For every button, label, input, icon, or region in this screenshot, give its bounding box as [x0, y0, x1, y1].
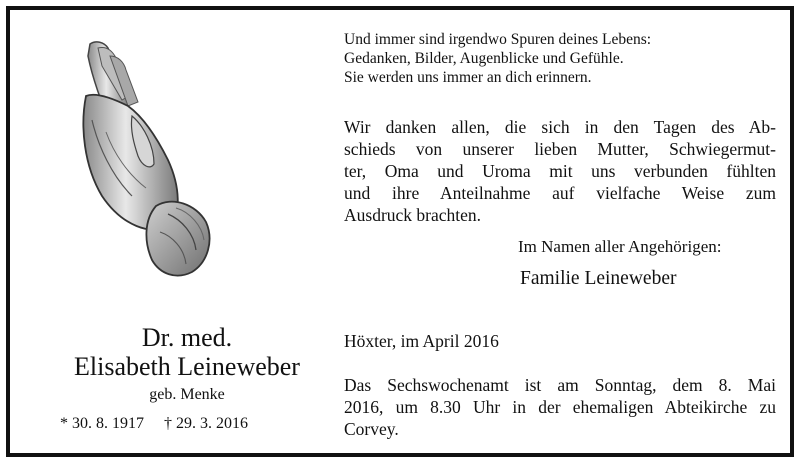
poem-line: Und immer sind irgendwo Spuren deines Lebens: [344, 31, 652, 48]
life-dates [60, 414, 320, 434]
service-line: Corvey. [344, 419, 399, 439]
family-name: Familie Leineweber [520, 268, 677, 289]
thanks-line: ter, Oma und Uroma mit uns verbunden fühlten [344, 161, 776, 181]
poem-line: Sie werden uns immer an dich erinnern. [344, 69, 592, 86]
thanks-line: und ihre Anteilnahme auf vielfache Weise zum [344, 183, 776, 203]
academic-title: Dr. med. [141, 323, 233, 352]
service-line: Das Sechswochenamt ist am Sonntag, dem 8. Mai [344, 375, 776, 395]
death-date: † 29. 3. 2016 [164, 415, 248, 432]
praying-hands-icon [72, 36, 222, 286]
thanks-line: Ausdruck brachten. [344, 205, 482, 225]
deceased-name: Elisabeth Leineweber [74, 352, 300, 381]
maiden-name: geb. Menke [149, 386, 225, 403]
service-line: 2016, um 8.30 Uhr in der ehemaligen Abteikirche zu [344, 397, 776, 417]
thanks-line: Wir danken allen, die sich in den Tagen des Ab- [344, 117, 776, 137]
thanks-paragraph [344, 116, 776, 226]
obituary-card [6, 6, 794, 457]
place-and-date: Höxter, im April 2016 [344, 331, 499, 351]
poem [344, 30, 784, 87]
deceased-name-block [50, 324, 324, 406]
birth-date: * 30. 8. 1917 [60, 415, 144, 432]
thanks-line: schieds von unserer lieben Mutter, Schwiegermut- [344, 139, 776, 159]
signoff-label: Im Namen aller Angehörigen: [518, 237, 722, 256]
poem-line: Gedanken, Bilder, Augenblicke und Gefühle. [344, 50, 624, 67]
service-notice [344, 374, 776, 440]
